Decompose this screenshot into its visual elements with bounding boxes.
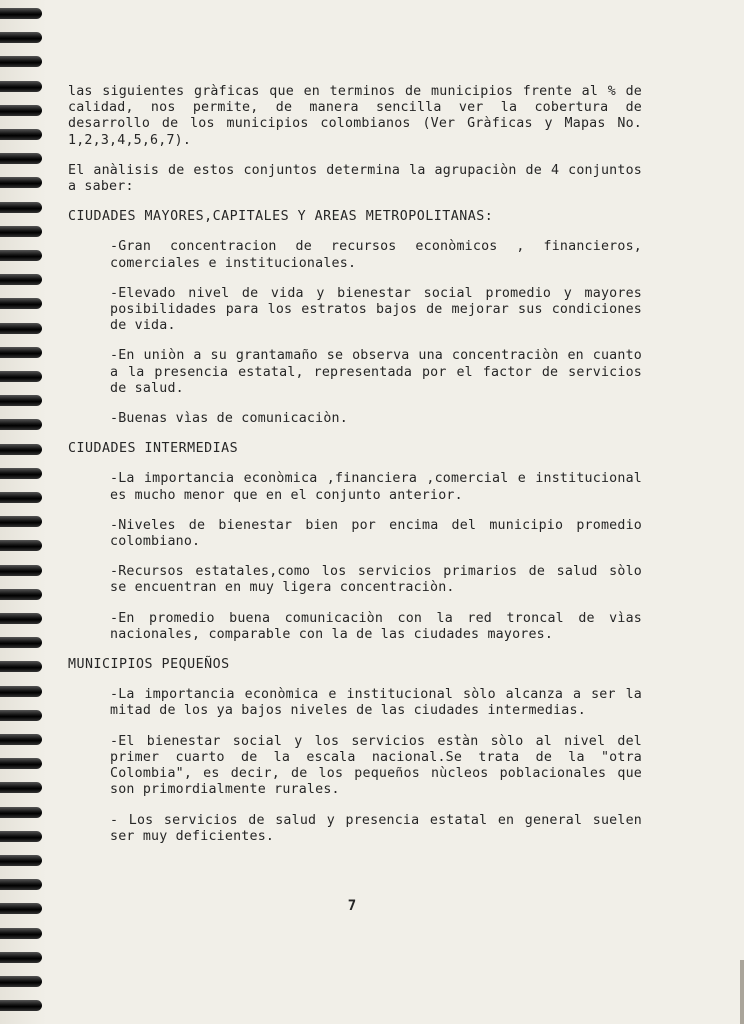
spiral-binding <box>0 0 46 1024</box>
binding-coil <box>0 444 42 455</box>
binding-coil <box>0 952 42 963</box>
binding-coil <box>0 782 42 793</box>
binding-coil <box>0 8 42 19</box>
binding-coil <box>0 32 42 43</box>
binding-coil <box>0 105 42 116</box>
list-item: -Gran concentracion de recursos econòmicos , financieros, comerciales e institucionales. <box>110 239 642 271</box>
binding-coil <box>0 419 42 430</box>
binding-coil <box>0 686 42 697</box>
list-item: -Recursos estatales,como los servicios primarios de salud sòlo se encuentran en muy ligera concentraciòn. <box>110 564 642 596</box>
binding-coil <box>0 516 42 527</box>
binding-coil <box>0 395 42 406</box>
binding-coil <box>0 589 42 600</box>
binding-coil <box>0 468 42 479</box>
binding-coil <box>0 323 42 334</box>
binding-coil <box>0 976 42 987</box>
binding-coil <box>0 129 42 140</box>
binding-coil <box>0 81 42 92</box>
list-item: -El bienestar social y los servicios estàn sòlo al nivel del primer cuarto de la escala nacional.Se trata de la "otra Colombia", es decir, de los pequeños nùcleos poblacionales que son primordialmente rurales. <box>110 733 642 798</box>
list-item: -La importancia econòmica e institucional sòlo alcanza a ser la mitad de los ya bajos niveles de las ciudades intermedias. <box>110 687 642 719</box>
list-item: -En promedio buena comunicaciòn con la red troncal de vìas nacionales, comparable con la de las ciudades mayores. <box>110 610 642 642</box>
binding-coil <box>0 226 42 237</box>
list-item: -Elevado nivel de vida y bienestar social promedio y mayores posibilidades para los estratos bajos de mejorar sus condiciones de vida. <box>110 285 642 334</box>
page-content <box>68 84 642 859</box>
binding-coil <box>0 153 42 164</box>
binding-coil <box>0 661 42 672</box>
binding-coil <box>0 298 42 309</box>
section-heading-ciudades-intermedias: CIUDADES INTERMEDIAS <box>68 441 239 457</box>
list-item: - Los servicios de salud y presencia estatal en general suelen ser muy deficientes. <box>110 812 642 844</box>
intro-paragraph: las siguientes gràficas que en terminos de municipios frente al % de calidad, nos permite, de manera sencilla ver la cobertura de desarrollo de los municipios colombianos (Ver Gràficas y Mapas No. 1,2,3,4,5,6,7). <box>68 84 642 148</box>
binding-coil <box>0 371 42 382</box>
binding-coil <box>0 1000 42 1011</box>
binding-coil <box>0 637 42 648</box>
binding-coil <box>0 903 42 914</box>
binding-coil <box>0 879 42 890</box>
binding-coil <box>0 274 42 285</box>
binding-coil <box>0 56 42 67</box>
binding-coil <box>0 734 42 745</box>
list-item: -En uniòn a su grantamaño se observa una concentraciòn en cuanto a la presencia estatal, representada por el factor de servicios de salud. <box>110 348 642 396</box>
binding-coil <box>0 540 42 551</box>
binding-coil <box>0 347 42 358</box>
page-number: 7 <box>347 898 357 914</box>
binding-coil <box>0 758 42 769</box>
binding-coil <box>0 807 42 818</box>
list-item: -Buenas vìas de comunicaciòn. <box>110 411 348 427</box>
binding-coil <box>0 831 42 842</box>
binding-coil <box>0 855 42 866</box>
list-item: -La importancia econòmica ,financiera ,comercial e institucional es mucho menor que en el conjunto anterior. <box>110 471 642 503</box>
section-heading-municipios-pequenos: MUNICIPIOS PEQUEÑOS <box>68 657 230 673</box>
binding-coil <box>0 250 42 261</box>
binding-coil <box>0 565 42 576</box>
page-edge <box>740 960 744 1024</box>
binding-coil <box>0 928 42 939</box>
binding-coil <box>0 202 42 213</box>
binding-coil <box>0 710 42 721</box>
analysis-paragraph: El anàlisis de estos conjuntos determina la agrupaciòn de 4 conjuntos a saber: <box>68 162 642 195</box>
list-item: -Niveles de bienestar bien por encima del municipio promedio colombiano. <box>110 517 642 550</box>
binding-coil <box>0 613 42 624</box>
binding-coil <box>0 177 42 188</box>
section-heading-ciudades-mayores: CIUDADES MAYORES,CAPITALES Y AREAS METROPOLITANAS: <box>68 209 494 225</box>
binding-coil <box>0 492 42 503</box>
